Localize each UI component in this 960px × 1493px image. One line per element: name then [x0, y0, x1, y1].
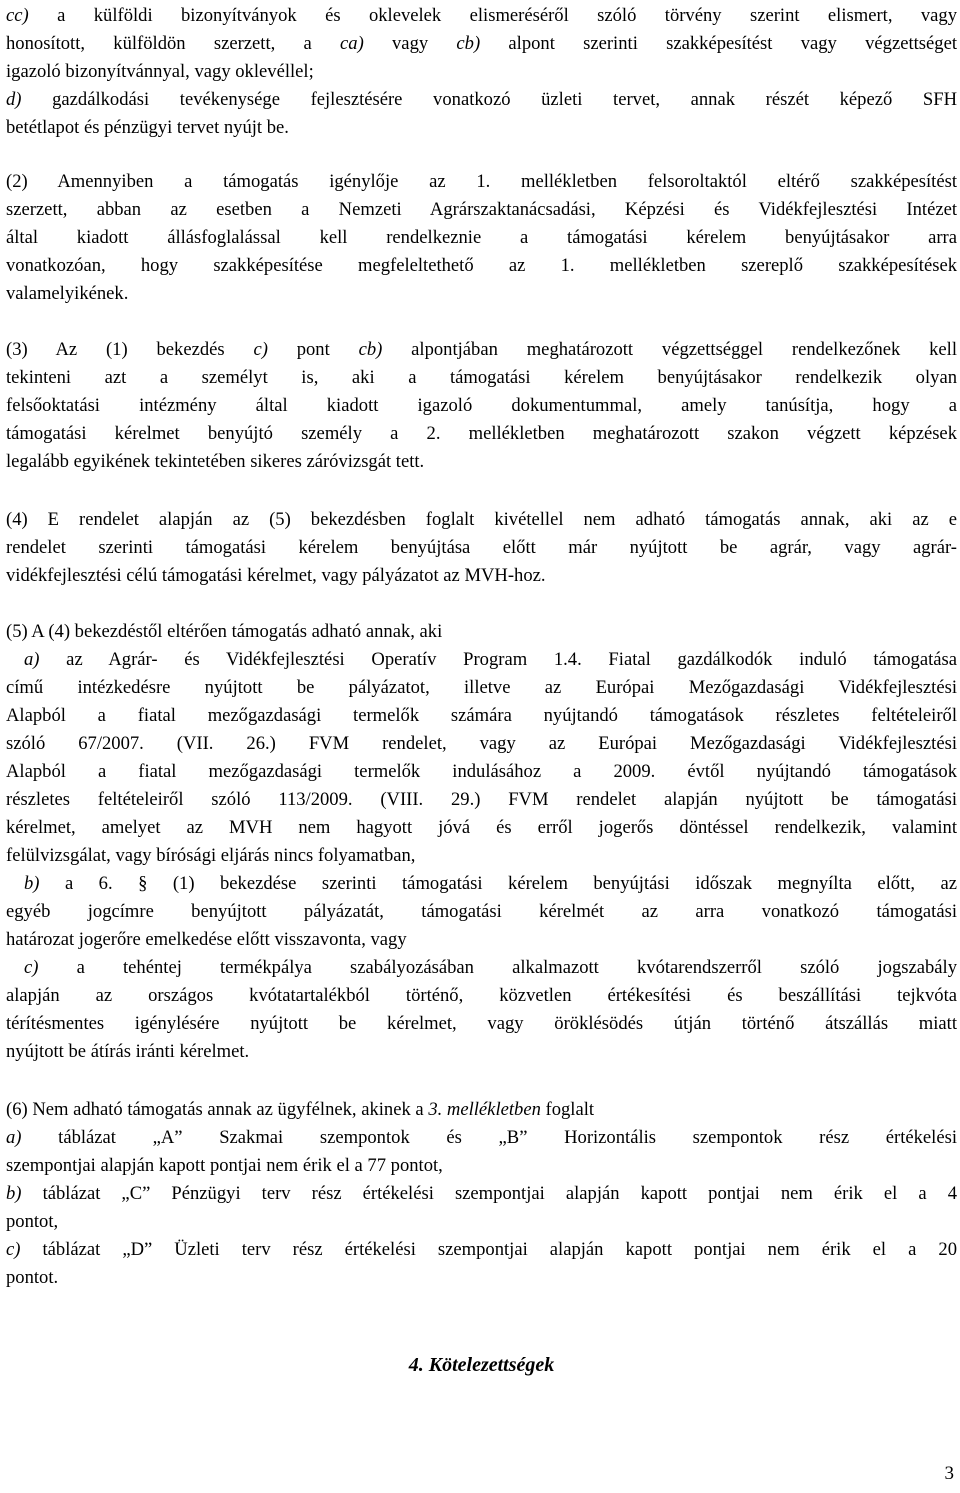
- text-segment: című intézkedésre nyújtott be pályázatot, illetve az Európai Mezőgazdasági Vidékfejlesztési: [6, 677, 957, 698]
- text-segment: valamelyikének.: [6, 283, 129, 304]
- text-line: [6, 730, 957, 757]
- text-line: [6, 674, 957, 701]
- text-segment: alapján az országos kvótatartalékból történő, közvetlen értékesítési és beszállítási tejkvóta: [6, 985, 957, 1006]
- italic-text: c): [253, 339, 268, 360]
- text-segment: igazoló bizonyítvánnyal, vagy oklevéllel;: [6, 61, 314, 82]
- text-segment: vidékfejlesztési célú támogatási kérelmet, vagy pályázatot az MVH-hoz.: [6, 565, 546, 586]
- text-line: [24, 954, 957, 981]
- italic-text: a): [24, 649, 40, 670]
- text-segment: Alapból a fiatal mezőgazdasági termelők indulásához a 2009. évtől nyújtandó támogatások: [6, 761, 957, 782]
- text-line: [6, 1180, 957, 1207]
- text-line: [6, 168, 957, 195]
- text-segment: szóló 67/2007. (VII. 26.) FVM rendelet, vagy az Európai Mezőgazdasági Vidékfejlesztési: [6, 733, 957, 754]
- text-segment: a külföldi bizonyítványok és oklevelek elismeréséről szóló törvény szerint elismert, vagy: [28, 5, 957, 26]
- text-line: [6, 280, 957, 307]
- text-segment: a 6. § (1) bekezdése szerinti támogatási kérelem benyújtási időszak megnyílta előtt, az: [39, 873, 957, 894]
- text-segment: (3) Az (1) bekezdés: [6, 339, 254, 360]
- text-line: [6, 898, 957, 925]
- text-segment: táblázat „C” Pénzügyi terv rész értékelési szempontjai alapján kapott pontjai nem érik el a 4: [21, 1183, 957, 1204]
- text-segment: szempontjai alapján kapott pontjai nem érik el a 77 pontot,: [6, 1155, 443, 1176]
- text-line: [6, 224, 957, 251]
- text-segment: vonatkozóan, hogy szakképesítése megfeleltethető az 1. mellékletben szereplő szakképesítések: [6, 255, 957, 276]
- section-heading: 4. Kötelezettségek: [408, 1354, 555, 1376]
- text-line: [6, 30, 957, 57]
- text-line: [6, 1208, 957, 1235]
- text-segment: foglalt: [540, 1099, 595, 1120]
- text-line: [6, 1010, 957, 1037]
- text-segment: határozat jogerőre emelkedése előtt visszavonta, vagy: [6, 929, 407, 950]
- text-segment: az Agrár- és Vidékfejlesztési Operatív Program 1.4. Fiatal gazdálkodók induló támogatása: [39, 649, 957, 670]
- italic-text: d): [6, 89, 22, 110]
- text-segment: legalább egyikének tekintetében sikeres záróvizsgát tett.: [6, 451, 425, 472]
- text-line: [6, 562, 957, 589]
- italic-text: cb): [358, 339, 383, 360]
- text-segment: alpontjában meghatározott végzettséggel rendelkezőnek kell: [382, 339, 957, 360]
- text-segment: táblázat „D” Üzleti terv rész értékelési szempontjai alapján kapott pontjai nem érik el a 20: [20, 1239, 957, 1260]
- text-line: [6, 1152, 957, 1179]
- italic-text: cb): [456, 33, 481, 54]
- text-segment: részletes feltételeiről szóló 113/2009. (VIII. 29.) FVM rendelet alapján nyújtott be támogatási: [6, 789, 957, 810]
- text-segment: táblázat „A” Szakmai szempontok és „B” Horizontális szempontok rész értékelési: [21, 1127, 957, 1148]
- text-line: [6, 58, 957, 85]
- italic-text: c): [24, 957, 39, 978]
- text-segment: betétlapot és pénzügyi tervet nyújt be.: [6, 117, 289, 138]
- text-line: [6, 252, 957, 279]
- italic-text: b): [6, 1183, 22, 1204]
- text-line: [6, 1264, 957, 1291]
- text-line: [6, 786, 957, 813]
- text-line: [6, 364, 957, 391]
- text-segment: a tehéntej termékpálya szabályozásában alkalmazott kvótarendszerről szóló jogszabály: [38, 957, 957, 978]
- text-line: [6, 420, 957, 447]
- text-line: [6, 1038, 957, 1065]
- text-line: [6, 2, 957, 29]
- text-segment: vagy: [363, 33, 457, 54]
- italic-text: ca): [340, 33, 364, 54]
- text-line: [6, 982, 957, 1009]
- italic-text: a): [6, 1127, 22, 1148]
- text-line: [6, 114, 957, 141]
- text-line: [6, 1236, 957, 1263]
- text-line: [6, 814, 957, 841]
- text-segment: pontot.: [6, 1267, 59, 1288]
- text-line: [6, 758, 957, 785]
- text-line: [6, 448, 957, 475]
- text-segment: nyújtott be átírás iránti kérelmet.: [6, 1041, 250, 1062]
- text-segment: által kiadott állásfoglalással kell rendelkeznie a támogatási kérelem benyújtásakor arra: [6, 227, 957, 248]
- page-number: 3: [944, 1463, 954, 1484]
- text-segment: szerzett, abban az esetben a Nemzeti Agrárszaktanácsadási, Képzési és Vidékfejlesztési Intézet: [6, 199, 957, 220]
- text-line: [6, 618, 957, 645]
- text-line: [6, 506, 957, 533]
- text-segment: egyéb jogcímre benyújtott pályázatát, támogatási kérelmét az arra vonatkozó támogatási: [6, 901, 957, 922]
- italic-text: cc): [6, 5, 29, 26]
- text-segment: alpont szerinti szakképesítést vagy végzettséget: [480, 33, 957, 54]
- italic-text: b): [24, 873, 40, 894]
- text-line: [6, 1096, 957, 1123]
- text-segment: felsőoktatási intézmény által kiadott igazoló dokumentummal, amely tanúsítja, hogy a: [6, 395, 957, 416]
- text-segment: Alapból a fiatal mezőgazdasági termelők számára nyújtandó támogatások részletes feltételeiről: [6, 705, 957, 726]
- text-segment: pont: [267, 339, 359, 360]
- italic-text: 3. mellékletben: [428, 1099, 541, 1120]
- text-line: [6, 842, 957, 869]
- text-line: [6, 196, 957, 223]
- text-segment: kérelmet, amelyet az MVH nem hagyott jóvá és erről jogerős döntéssel rendelkezik, valamint: [6, 817, 957, 838]
- text-line: [6, 534, 957, 561]
- text-segment: pontot,: [6, 1211, 59, 1232]
- italic-text: c): [6, 1239, 21, 1260]
- text-line: [6, 392, 957, 419]
- text-segment: tekinteni azt a személyt is, aki a támogatási kérelem benyújtásakor rendelkezik olyan: [6, 367, 957, 388]
- text-segment: (4) E rendelet alapján az (5) bekezdésben foglalt kivétellel nem adható támogatás annak, aki az e: [6, 509, 957, 530]
- text-segment: rendelet szerinti támogatási kérelem benyújtása előtt már nyújtott be agrár, vagy agrár-: [6, 537, 957, 558]
- text-line: [6, 1124, 957, 1151]
- text-segment: (2) Amennyiben a támogatás igénylője az 1. mellékletben felsoroltaktól eltérő szakképesítést: [6, 171, 957, 192]
- text-line: [6, 336, 957, 363]
- text-line: [6, 702, 957, 729]
- text-segment: gazdálkodási tevékenysége fejlesztésére vonatkozó üzleti tervet, annak részét képező SFH: [21, 89, 957, 110]
- text-segment: felülvizsgálat, vagy bírósági eljárás nincs folyamatban,: [6, 845, 416, 866]
- text-segment: (6) Nem adható támogatás annak az ügyfélnek, akinek a: [6, 1099, 429, 1120]
- text-segment: támogatási kérelmet benyújtó személy a 2. mellékletben meghatározott szakon végzett képzések: [6, 423, 957, 444]
- text-segment: térítésmentes igénylésére nyújtott be kérelmet, vagy öröklésödés útján történő átszállás miatt: [6, 1013, 957, 1034]
- text-line: [6, 926, 957, 953]
- text-line: [24, 870, 957, 897]
- text-line: [24, 646, 957, 673]
- text-segment: honosított, külföldön szerzett, a: [6, 33, 341, 54]
- text-segment: (5) A (4) bekezdéstől eltérően támogatás adható annak, aki: [6, 621, 443, 642]
- text-line: [6, 86, 957, 113]
